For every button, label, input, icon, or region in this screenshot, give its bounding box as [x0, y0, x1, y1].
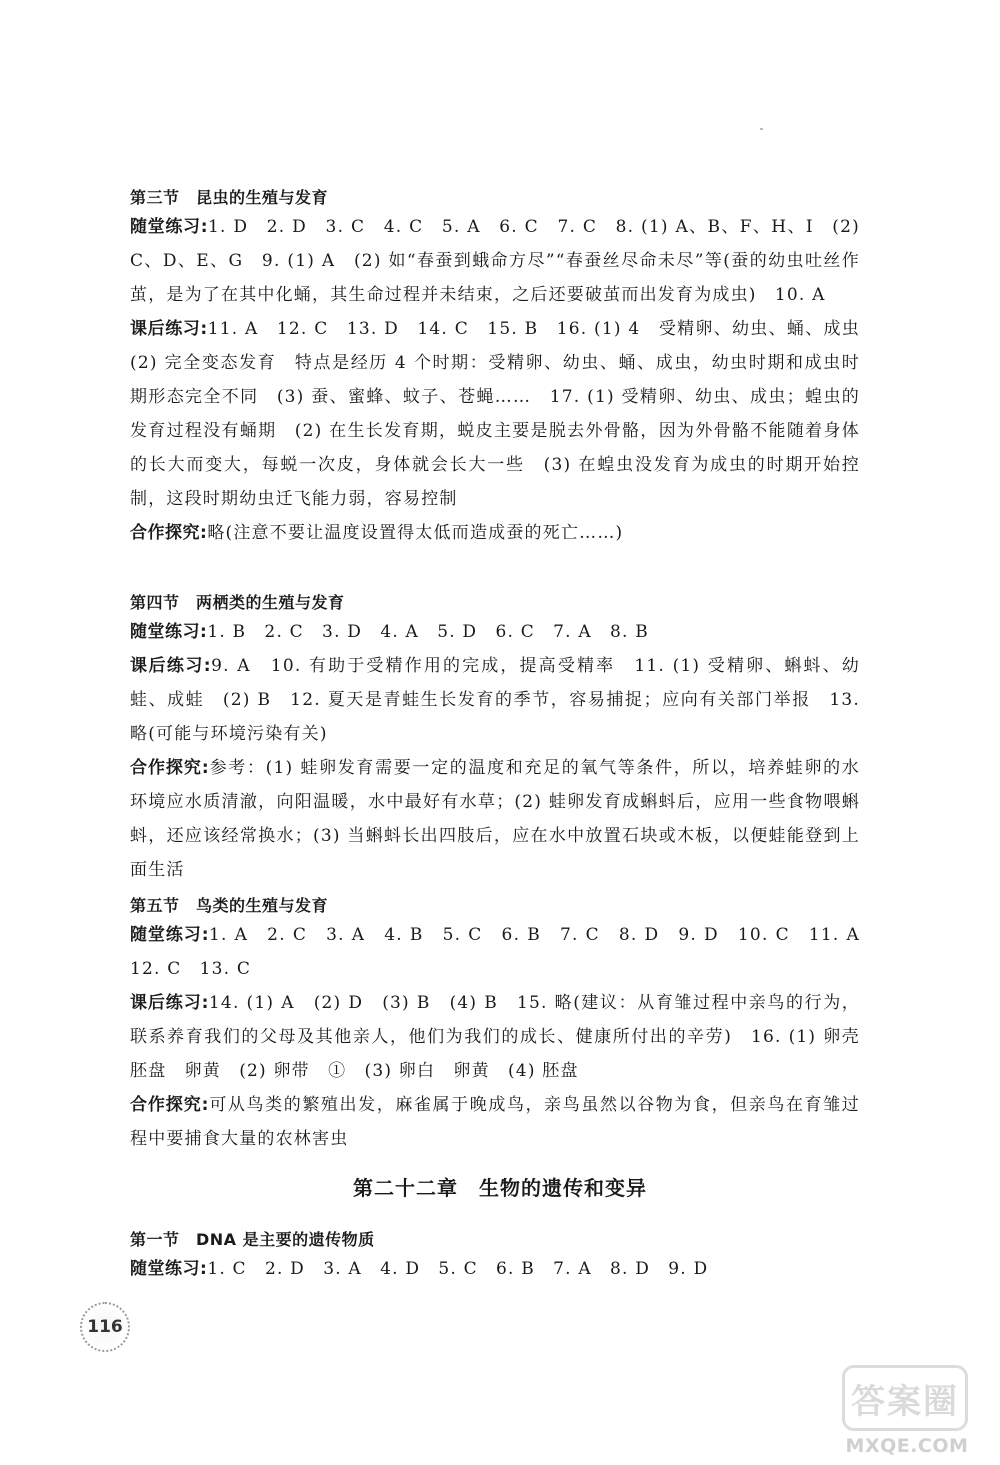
paragraph-label: 合作探究: — [130, 523, 208, 543]
paragraph-label: 随堂练习: — [130, 622, 208, 642]
paragraph-text: 1. C 2. D 3. A 4. D 5. C 6. B 7. A 8. D 9. D — [207, 1259, 709, 1279]
paragraph-label: 随堂练习: — [130, 217, 208, 237]
page-number-badge — [80, 1302, 130, 1352]
paragraph-text: 略(注意不要让温度设置得太低而造成蚕的死亡……) — [207, 523, 624, 543]
paragraph-insects-after-class — [130, 312, 879, 516]
page-number: 116 — [87, 1317, 123, 1337]
section-title-birds: 第五节 鸟类的生殖与发育 — [130, 896, 329, 915]
paragraph-text: 14. (1) A (2) D (3) B (4) B 15. 略(建议：从育雏过程中亲鸟的行为，联系养育我们的父母及其他亲人，他们为我们的成长、健康所付出的辛劳) 16. (1) 卵壳 胚盘 卵黄 (2) 卵带 ① (3) 卵白 卵黄 (4) 胚盘 — [130, 993, 879, 1081]
watermark — [832, 1365, 982, 1457]
paragraph-text: 1. D 2. D 3. C 4. C 5. A 6. C 7. C 8. (1) A、B、F、H、I (2) C、D、E、G 9. (1) A (2) 如“春蚕到蛾命方尽”“春蚕丝尽命未尽”等(蚕的幼虫吐丝作茧，是为了在其中化蛹，其生命过程并未结束，之后还要破茧而出发育为成虫) 10. A — [130, 217, 860, 305]
paragraph-text: 可从鸟类的繁殖出发，麻雀属于晚成鸟，亲鸟虽然以谷物为食，但亲鸟在育雏过程中要捕食大量的农林害虫 — [130, 1095, 860, 1149]
paragraph-label: 课后练习: — [130, 656, 212, 676]
paragraph-label: 合作探究: — [130, 758, 210, 778]
section-title-amphibians: 第四节 两栖类的生殖与发育 — [130, 593, 345, 612]
watermark-url: MXQE.COM — [845, 1435, 969, 1457]
paragraph-label: 课后练习: — [130, 319, 208, 339]
scan-speck — [760, 128, 763, 130]
paragraph-dna-in-class — [130, 1252, 860, 1286]
paragraph-amphibians-in-class — [130, 615, 860, 649]
paragraph-birds-in-class — [130, 918, 879, 986]
paragraph-birds-after-class — [130, 986, 879, 1088]
paragraph-text: 11. A 12. C 13. D 14. C 15. B 16. (1) 4 受精卵、幼虫、蛹、成虫 (2) 完全变态发育 特点是经历 4 个时期：受精卵、幼虫、蛹、成虫，幼虫时期和成虫时期形态完全不同 (3) 蚕、蜜蜂、蚊子、苍蝇…… 17. (1) 受精卵、幼虫、成虫；蝗虫的发育过程没有蛹期 (2) 在生长发育期，蜕皮主要是脱去外骨骼，因为外骨骼不能随着身体的长大而变大，每蜕一次皮，身体就会长大一些 (3) 在蝗虫没发育为成虫的时期开始控制，这段时期幼虫迁飞能力弱，容易控制 — [130, 319, 879, 509]
paragraph-text: 9. A 10. 有助于受精作用的完成，提高受精率 11. (1) 受精卵、蝌蚪、幼蛙、成蛙 (2) B 12. 夏天是青蛙生长发育的季节，容易捕捉；应向有关部门举报 13. 略(可能与环境污染有关) — [130, 656, 860, 744]
chapter-title: 第二十二章 生物的遗传和变异 — [353, 1176, 647, 1200]
paragraph-text: 1. A 2. C 3. A 4. B 5. C 6. B 7. C 8. D 9. D 10. C 11. A 12. C 13. C — [130, 925, 879, 979]
paragraph-amphibians-cooperation — [130, 751, 860, 887]
section-title-dna: 第一节 DNA 是主要的遗传物质 — [130, 1230, 375, 1249]
paragraph-text: 1. B 2. C 3. D 4. A 5. D 6. C 7. A 8. B — [207, 622, 649, 642]
paragraph-label: 随堂练习: — [130, 925, 209, 945]
paragraph-amphibians-after-class — [130, 649, 860, 751]
watermark-logo: 答案圈 — [842, 1365, 968, 1431]
section-title-insects: 第三节 昆虫的生殖与发育 — [130, 188, 329, 207]
paragraph-insects-cooperation — [130, 516, 860, 550]
paragraph-birds-cooperation — [130, 1088, 860, 1156]
paragraph-label: 课后练习: — [130, 993, 209, 1013]
paragraph-label: 随堂练习: — [130, 1259, 208, 1279]
paragraph-insects-in-class — [130, 210, 860, 312]
paragraph-label: 合作探究: — [130, 1095, 209, 1115]
paragraph-text: 参考：(1) 蛙卵发育需要一定的温度和充足的氧气等条件，所以，培养蛙卵的水环境应水质清澈，向阳温暖，水中最好有水草；(2) 蛙卵发育成蝌蚪后，应用一些食物喂蝌蚪，还应该经常换水；(3) 当蝌蚪长出四肢后，应在水中放置石块或木板，以便蛙能登到上面生活 — [130, 758, 860, 880]
